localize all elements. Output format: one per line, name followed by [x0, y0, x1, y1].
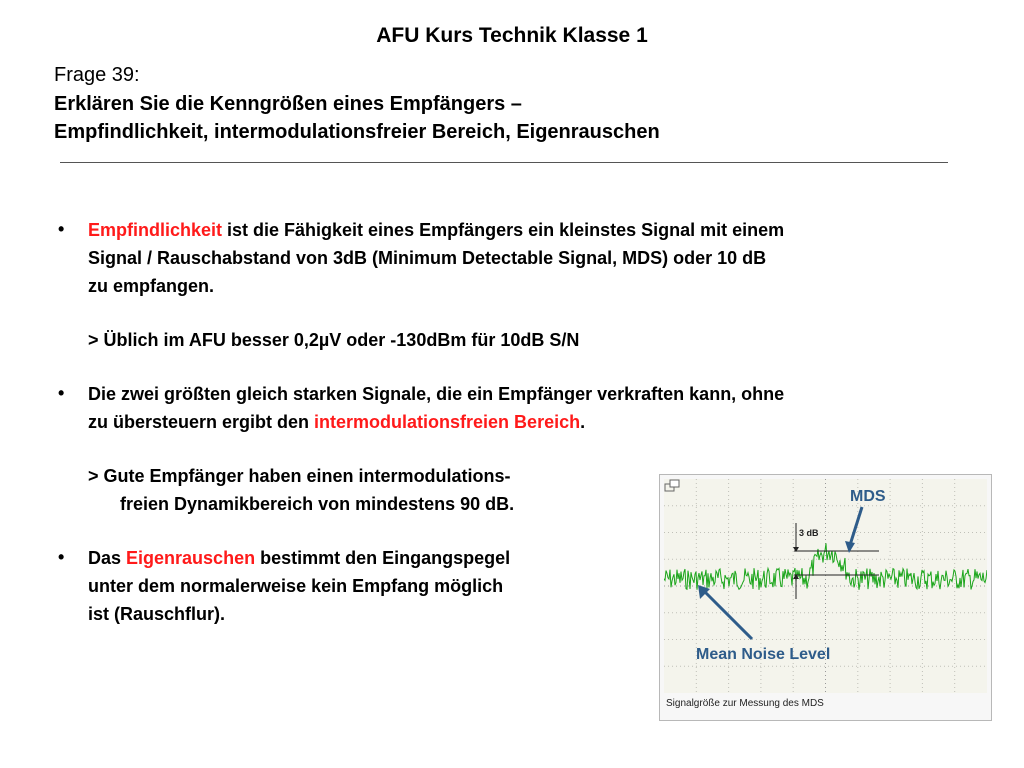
label-mds: MDS [850, 488, 886, 505]
term-imd-range: intermodulationsfreien Bereich [314, 412, 581, 432]
bullet-2-line-2-post: . [580, 412, 586, 432]
note-imd-line-1: > Gute Empfänger haben einen intermodulations- [88, 466, 511, 486]
bullet-3-post: bestimmt den Eingangspegel [255, 548, 511, 568]
note-imd-line-2: freien Dynamikbereich von mindestens 90 dB. [120, 494, 515, 514]
page-header: AFU Kurs Technik Klasse 1 [376, 24, 648, 47]
bullet-imd-range [88, 380, 784, 436]
bullet-2-line-1: Die zwei größten gleich starken Signale, die ein Empfänger verkraften kann, ohne [88, 384, 785, 404]
question-text [54, 90, 660, 146]
separator-rule [60, 162, 948, 163]
question-line-1: Erklären Sie die Kenngrößen eines Empfängers – [54, 93, 522, 115]
enlarge-icon[interactable] [664, 479, 680, 493]
bullet-marker: • [58, 547, 65, 567]
bullet-2-line-2 [88, 408, 784, 436]
spectrum-plot [664, 479, 987, 693]
bullet-1-line-3: zu empfangen. [88, 276, 215, 296]
bullet-1-line-2: Signal / Rauschabstand von 3dB (Minimum Detectable Signal, MDS) oder 10 dB [88, 248, 767, 268]
bullet-3-pre: Das [88, 548, 127, 568]
note-sensitivity: > Üblich im AFU besser 0,2µV oder -130dBm für 10dB S/N [88, 330, 580, 350]
bullet-marker: • [58, 219, 65, 239]
bullet-1-line-1 [88, 216, 784, 244]
figure-caption: Signalgröße zur Messung des MDS [666, 698, 824, 709]
bullet-3-line-1 [88, 544, 510, 572]
bullet-sensitivity [88, 216, 784, 300]
bullet-3-line-2: unter dem normalerweise kein Empfang möglich [88, 576, 504, 596]
bullet-2-line-2-pre: zu übersteuern ergibt den [88, 412, 315, 432]
bullet-noise [88, 544, 510, 628]
bullet-1-line-1-text: ist die Fähigkeit eines Empfängers ein kleinstes Signal mit einem [222, 220, 785, 240]
term-sensitivity: Empfindlichkeit [88, 220, 223, 240]
note-imd-range [88, 462, 514, 518]
question-line-2: Empfindlichkeit, intermodulationsfreier Bereich, Eigenrauschen [54, 121, 660, 143]
label-mean-noise: Mean Noise Level [696, 646, 831, 663]
mds-figure [659, 474, 992, 721]
bullet-marker: • [58, 383, 65, 403]
bullet-3-line-3: ist (Rauschflur). [88, 604, 226, 624]
term-noise: Eigenrauschen [126, 548, 256, 568]
question-number: Frage 39: [54, 64, 140, 86]
label-3db: 3 dB [799, 528, 819, 538]
